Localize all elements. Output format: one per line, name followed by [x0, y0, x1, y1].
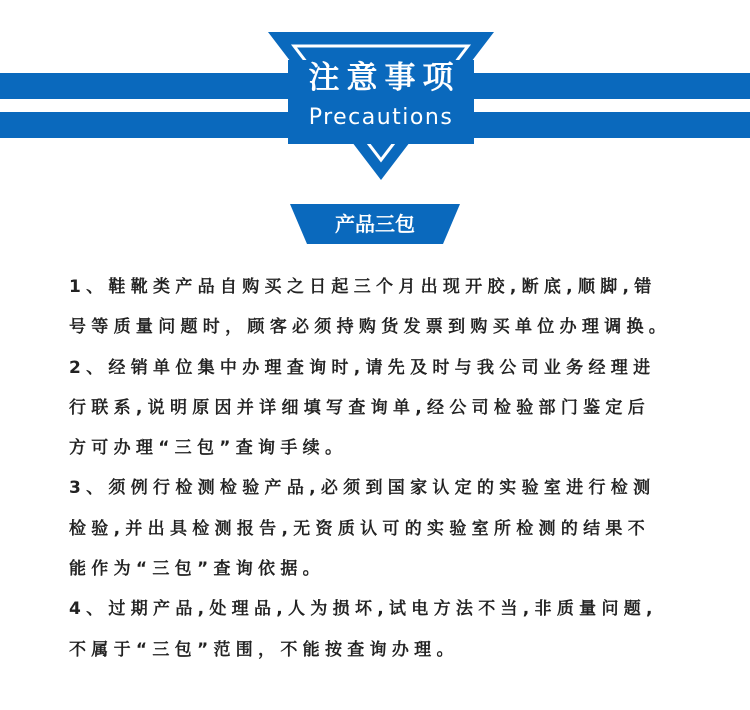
- body-line: 4、过期产品,处理品,人为损坏,试电方法不当,非质量问题,: [69, 599, 658, 620]
- body-line: 能作为“三包”查询依据。: [69, 559, 325, 580]
- body-line: 检验,并出具检测报告,无资质认可的实验室所检测的结果不: [69, 518, 651, 539]
- body-line: 2、经销单位集中办理查询时,请先及时与我公司业务经理进: [69, 357, 656, 378]
- body-line: 方可办理“三包”查询手续。: [69, 438, 348, 459]
- body-line: 1、鞋靴类产品自购买之日起三个月出现开胶,断底,顺脚,错: [69, 277, 657, 297]
- body-line: 不属于“三包”范围，不能按查询办理。: [69, 639, 459, 660]
- page-subtitle: Precautions: [308, 105, 454, 130]
- body-line: 3、须例行检测检验产品,必须到国家认定的实验室进行检测: [69, 478, 656, 499]
- page-title: 注意事项: [308, 60, 461, 96]
- section-heading: 产品三包: [335, 212, 415, 236]
- body-line: 行联系,说明原因并详细填写查询单,经公司检验部门鉴定后: [69, 397, 651, 418]
- body-line: 号等质量问题时，顾客必须持购货发票到购买单位办理调换。: [69, 317, 672, 338]
- precautions-body: [69, 270, 709, 673]
